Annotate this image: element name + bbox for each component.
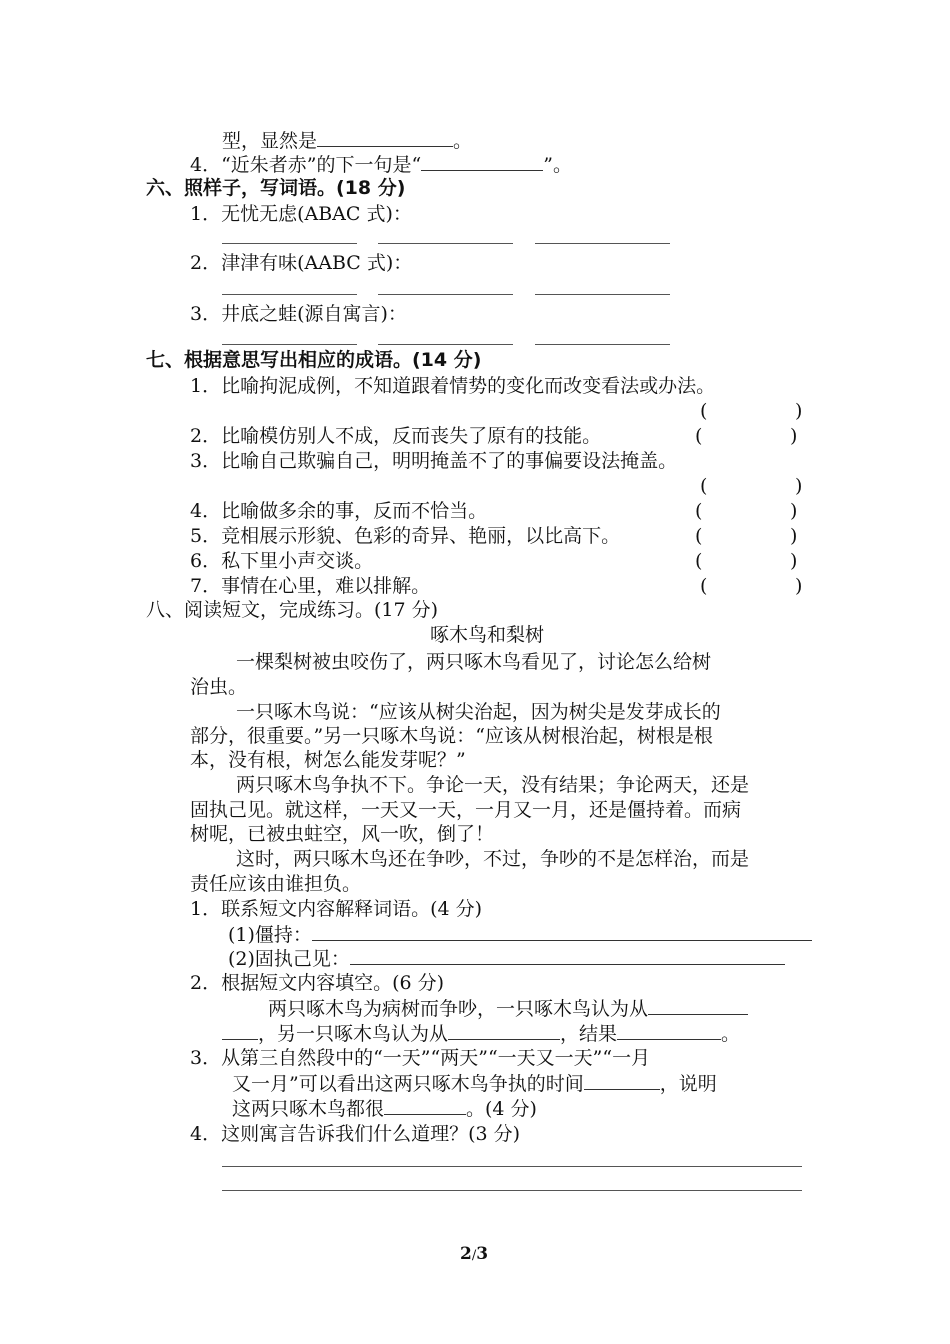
s6-question-3: 3．井底之蛙(源自寓言)： xyxy=(190,303,407,325)
page-current: 2 xyxy=(460,1244,472,1264)
answer-paren-open: ( xyxy=(700,575,708,597)
answer-blank[interactable] xyxy=(350,946,785,965)
answer-line[interactable] xyxy=(535,294,670,295)
s6-question-1: 1．无忧无虑(ABAC 式)： xyxy=(190,203,412,225)
text: ，说明 xyxy=(659,1073,717,1095)
s8-question-3-line1: 3．从第三自然段中的“一天”“两天”“一天又一天”“一月 xyxy=(190,1047,651,1069)
answer-paren-open: ( xyxy=(695,525,703,547)
page-number xyxy=(460,1242,488,1268)
question-4 xyxy=(190,152,572,177)
passage-line: 树呢，已被虫蛀空，风一吹，倒了！ xyxy=(190,823,495,845)
answer-line[interactable] xyxy=(222,344,357,345)
passage-line: 责任应该由谁担负。 xyxy=(190,873,362,895)
answer-blank[interactable] xyxy=(384,1096,466,1115)
s7-item-3: 3．比喻自己欺骗自己，明明掩盖不了的事偏要设法掩盖。 xyxy=(190,450,678,472)
text: (2)固执己见： xyxy=(228,948,350,970)
text: (1)僵持： xyxy=(228,924,312,946)
passage-line: 治虫。 xyxy=(190,676,248,698)
text: 。(4 分) xyxy=(466,1098,537,1120)
q3-continuation xyxy=(222,128,472,153)
text: ”。 xyxy=(543,154,572,176)
answer-blank[interactable] xyxy=(317,128,453,147)
text: 。 xyxy=(453,130,473,152)
answer-line[interactable] xyxy=(222,294,357,295)
passage-line: 固执己见。就这样，一天又一天，一月又一月，还是僵持着。而病 xyxy=(190,799,742,821)
answer-paren-open: ( xyxy=(700,475,708,497)
answer-paren-open: ( xyxy=(700,400,708,422)
section-6-heading: 六、照样子，写词语。(18 分) xyxy=(146,177,406,199)
answer-paren-open: ( xyxy=(695,550,703,572)
answer-paren-close: ) xyxy=(795,475,803,497)
answer-line[interactable] xyxy=(222,1166,802,1167)
s8-q2-line1 xyxy=(268,996,748,1021)
answer-paren-close: ) xyxy=(790,550,798,572)
s7-item-6: 6．私下里小声交谈。 xyxy=(190,550,374,572)
passage-line: 部分，很重要。”另一只啄木鸟说：“应该从树根治起，树根是根 xyxy=(190,725,713,747)
s7-item-7: 7．事情在心里，难以排解。 xyxy=(190,575,431,597)
s7-item-4: 4．比喻做多余的事，反而不恰当。 xyxy=(190,500,488,522)
answer-blank[interactable] xyxy=(448,1021,560,1040)
s6-question-2: 2．津津有味(AABC 式)： xyxy=(190,252,413,274)
s7-item-2: 2．比喻模仿别人不成，反而丧失了原有的技能。 xyxy=(190,425,602,447)
s7-item-1: 1．比喻拘泥成例，不知道跟着情势的变化而改变看法或办法。 xyxy=(190,375,716,397)
answer-blank[interactable] xyxy=(584,1071,660,1090)
answer-blank[interactable] xyxy=(421,152,543,171)
section-7-heading: 七、根据意思写出相应的成语。(14 分) xyxy=(146,349,482,371)
s8-question-3-line3 xyxy=(232,1096,537,1121)
passage-line: 这时，两只啄木鸟还在争吵，不过，争吵的不是怎样治，而是 xyxy=(236,848,750,870)
answer-paren-open: ( xyxy=(695,500,703,522)
section-8-heading: 八、阅读短文，完成练习。(17 分) xyxy=(146,599,439,621)
passage-line: 一只啄木鸟说：“应该从树尖治起，因为树尖是发芽成长的 xyxy=(236,701,721,723)
s8-question-1: 1．联系短文内容解释词语。(4 分) xyxy=(190,898,483,920)
answer-paren-open: ( xyxy=(695,425,703,447)
text: 两只啄木鸟为病树而争吵，一只啄木鸟认为从 xyxy=(268,998,649,1020)
answer-line[interactable] xyxy=(378,243,513,244)
answer-line[interactable] xyxy=(378,344,513,345)
answer-line[interactable] xyxy=(535,344,670,345)
answer-blank[interactable] xyxy=(648,996,748,1015)
passage-line: 本，没有根，树怎么能发芽呢？” xyxy=(190,749,466,771)
page-separator: / xyxy=(471,1248,477,1263)
answer-paren-close: ) xyxy=(790,525,798,547)
answer-paren-close: ) xyxy=(795,400,803,422)
answer-line[interactable] xyxy=(222,243,357,244)
s8-question-4: 4．这则寓言告诉我们什么道理？(3 分) xyxy=(190,1123,521,1145)
answer-blank[interactable] xyxy=(312,922,812,941)
text: 。 xyxy=(721,1023,741,1045)
page-total: 3 xyxy=(476,1244,489,1264)
passage-line: 一棵梨树被虫咬伤了，两只啄木鸟看见了，讨论怎么给树 xyxy=(236,651,712,673)
text: 型，显然是 xyxy=(222,130,318,152)
answer-blank[interactable] xyxy=(222,1021,258,1040)
answer-blank[interactable] xyxy=(617,1021,721,1040)
text: ，另一只啄木鸟认为从 xyxy=(258,1023,449,1045)
answer-paren-close: ) xyxy=(795,575,803,597)
answer-line[interactable] xyxy=(378,294,513,295)
answer-line[interactable] xyxy=(222,1190,802,1191)
s8-q1-a xyxy=(228,922,812,947)
answer-line[interactable] xyxy=(535,243,670,244)
text: 又一月”可以看出这两只啄木鸟争执的时间 xyxy=(232,1073,584,1095)
text: 这两只啄木鸟都很 xyxy=(232,1098,385,1120)
text: ，结果 xyxy=(560,1023,618,1045)
s8-question-2: 2．根据短文内容填空。(6 分) xyxy=(190,972,445,994)
passage-line: 两只啄木鸟争执不下。争论一天，没有结果；争论两天，还是 xyxy=(236,774,750,796)
text: 4．“近朱者赤”的下一句是“ xyxy=(190,154,422,176)
passage-title: 啄木鸟和梨树 xyxy=(430,624,545,646)
answer-paren-close: ) xyxy=(790,500,798,522)
s7-item-5: 5．竞相展示形貌、色彩的奇异、艳丽，以比高下。 xyxy=(190,525,621,547)
s8-q2-line2 xyxy=(222,1021,740,1046)
answer-paren-close: ) xyxy=(790,425,798,447)
s8-q1-b xyxy=(228,946,785,971)
s8-question-3-line2 xyxy=(232,1071,717,1096)
